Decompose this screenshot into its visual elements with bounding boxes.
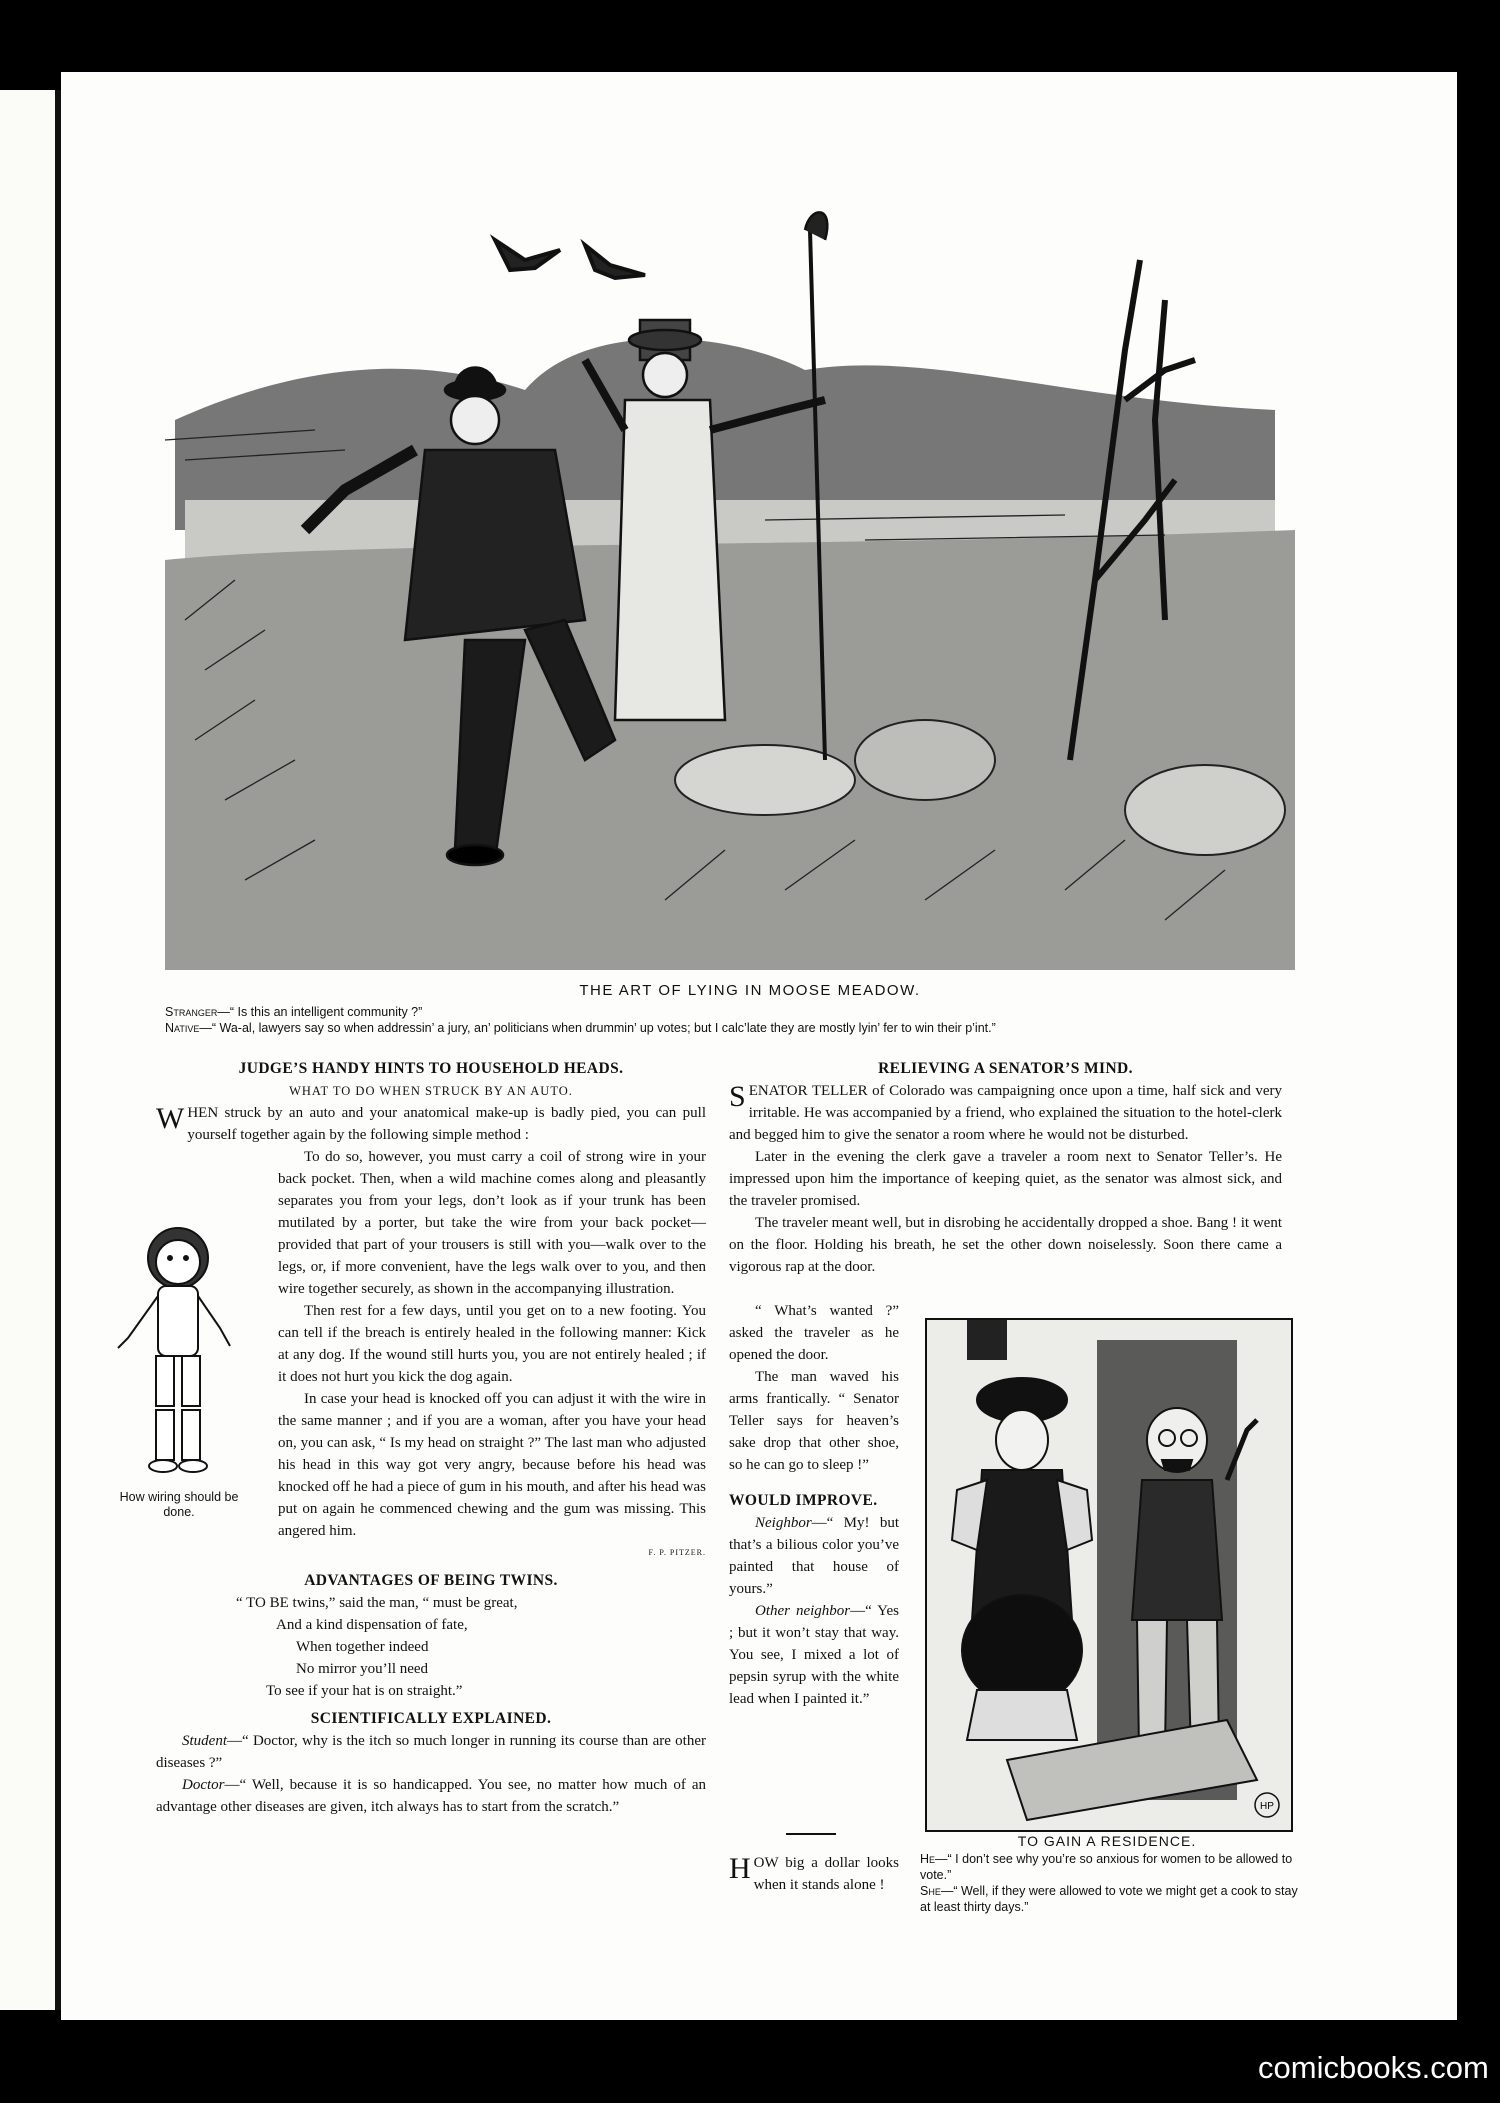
improve-paragraph: Other neighbor—“ Yes ; but it won’t stay that way. You see, I mixed a lot of pepsin syrup with the white lead when I painted it.”: [729, 1603, 899, 1707]
dollar-joke: HOW big a dollar looks when it stands alone !: [729, 1852, 899, 1893]
hints-paragraph: In case your head is knocked off you can adjust it with the wire in the same manner ; and if you are a woman, after you have your head on, you can ask, “ Is my head on straight ?” The last man who adjusted his head in this way got very angry, because before his head was knocked off he had a piece of gum in his mouth, and after his head was put on again he commenced chewing and the gum was missing. This angered him.: [278, 1391, 706, 1539]
twins-poem: [156, 1592, 706, 1702]
artist-monogram: HP: [1260, 1801, 1274, 1812]
hints-paragraph: Then rest for a few days, until you get on to a new footing. You can tell if the breach is entirely healed in the following manner: Kick at any dog. If the wound still hurts you, you are not entirely healed ; if it does not hurt you kick the dog again.: [278, 1303, 706, 1385]
senator-title: RELIEVING A SENATOR’S MIND.: [878, 1060, 1133, 1077]
dialogue-line: He—“ I don’t see why you’re so anxious for women to be allowed to vote.”: [920, 1852, 1293, 1882]
moose-meadow-illustration: [165, 200, 1295, 970]
science-paragraph: Doctor—“ Well, because it is so handicapped. You see, no matter how much of an advantage other diseases are given, itch always has to start from the scratch.”: [156, 1777, 706, 1815]
improve-paragraph: Neighbor—“ My! but that’s a bilious color you’ve painted that house of yours.”: [729, 1515, 899, 1597]
poem-line: And a kind dispensation of fate,: [276, 1617, 468, 1633]
poem-line: To see if your hat is on straight.”: [266, 1683, 463, 1699]
wired-doll-illustration: [108, 1218, 248, 1480]
poem-line: “ TO BE twins,” said the man, “ must be great,: [236, 1595, 518, 1611]
science-paragraph: Student—“ Doctor, why is the itch so much longer in running its course than are other diseases ?”: [156, 1733, 706, 1771]
residence-dialogue: [920, 1851, 1300, 1915]
hints-paragraph: To do so, however, you must carry a coil of strong wire in your back pocket. Then, when a wild machine comes along and pleasantly separates you from your legs, don’t look as if your trunk has been mutilated by a porter, but take the wire from your back pocket—provided that part of your trousers is still with you—walk over to the legs, or, if more convenient, have the legs walk over to you, and then wire together securely, as shown in the accompanying illustration.: [278, 1149, 706, 1297]
science-title: SCIENTIFICALLY EXPLAINED.: [310, 1710, 552, 1727]
author-signature: F. P. PITZER.: [648, 1548, 706, 1557]
hints-title: JUDGE’S HANDY HINTS TO HOUSEHOLD HEADS.: [238, 1060, 624, 1077]
twins-title: ADVANTAGES OF BEING TWINS.: [304, 1572, 558, 1589]
senator-paragraph: SENATOR TELLER of Colorado was campaigning once upon a time, half sick and very irritable. He was accompanied by a friend, who explained the situation to the hotel-clerk and begged him to give the senator a room where he would not be disturbed.: [729, 1080, 1282, 1143]
senator-paragraph: The traveler meant well, but in disrobing he accidentally dropped a shoe. Bang ! it went on the floor. Holding his breath, he set the other down noiselessly. Soon there came a vigorous rap at the door.: [729, 1215, 1282, 1275]
left-page-edge: [0, 90, 55, 2010]
senator-paragraph: The man waved his arms frantically. “ Senator Teller says for heaven’s sake drop that other shoe, so he can go to sleep !”: [729, 1369, 899, 1473]
doll-caption: How wiring should be done.: [119, 1490, 239, 1519]
senator-paragraph: Later in the evening the clerk gave a traveler a room next to Senator Teller’s. He impressed upon him the importance of keeping quiet, as the senator was almost sick, and the traveler promised.: [729, 1149, 1282, 1209]
improve-title: WOULD IMPROVE.: [729, 1492, 878, 1509]
section-divider: [786, 1833, 836, 1835]
hints-subtitle: WHAT TO DO WHEN STRUCK BY AN AUTO.: [289, 1084, 573, 1098]
hints-paragraph: WHEN struck by an auto and your anatomical make-up is badly pied, you can pull yourself together again by the following simple method :: [156, 1102, 706, 1143]
cartoon-dialogue: [165, 1004, 1305, 1036]
poem-line: No mirror you’ll need: [296, 1661, 429, 1677]
dialogue-line: Stranger—“ Is this an intelligent community ?”: [165, 1005, 423, 1019]
dialogue-line: She—“ Well, if they were allowed to vote we might get a cook to stay at least thirty days.”: [920, 1884, 1298, 1914]
dialogue-line: Native—“ Wa-al, lawyers say so when addressin’ a jury, an’ politicians when drummin’ up votes; but I calc’late they are mostly lyin’ fer to win their p’int.”: [165, 1021, 996, 1035]
right-column: [729, 1058, 1282, 1278]
narrow-column: [729, 1300, 899, 1710]
cartoon-title: THE ART OF LYING IN MOOSE MEADOW.: [579, 982, 921, 999]
residence-title: TO GAIN A RESIDENCE.: [1017, 1833, 1197, 1849]
watermark: comicbooks.com: [1258, 2050, 1489, 2085]
poem-line: When together indeed: [296, 1639, 429, 1655]
residence-illustration: [925, 1318, 1293, 1832]
senator-paragraph: “ What’s wanted ?” asked the traveler as he opened the door.: [729, 1303, 899, 1363]
